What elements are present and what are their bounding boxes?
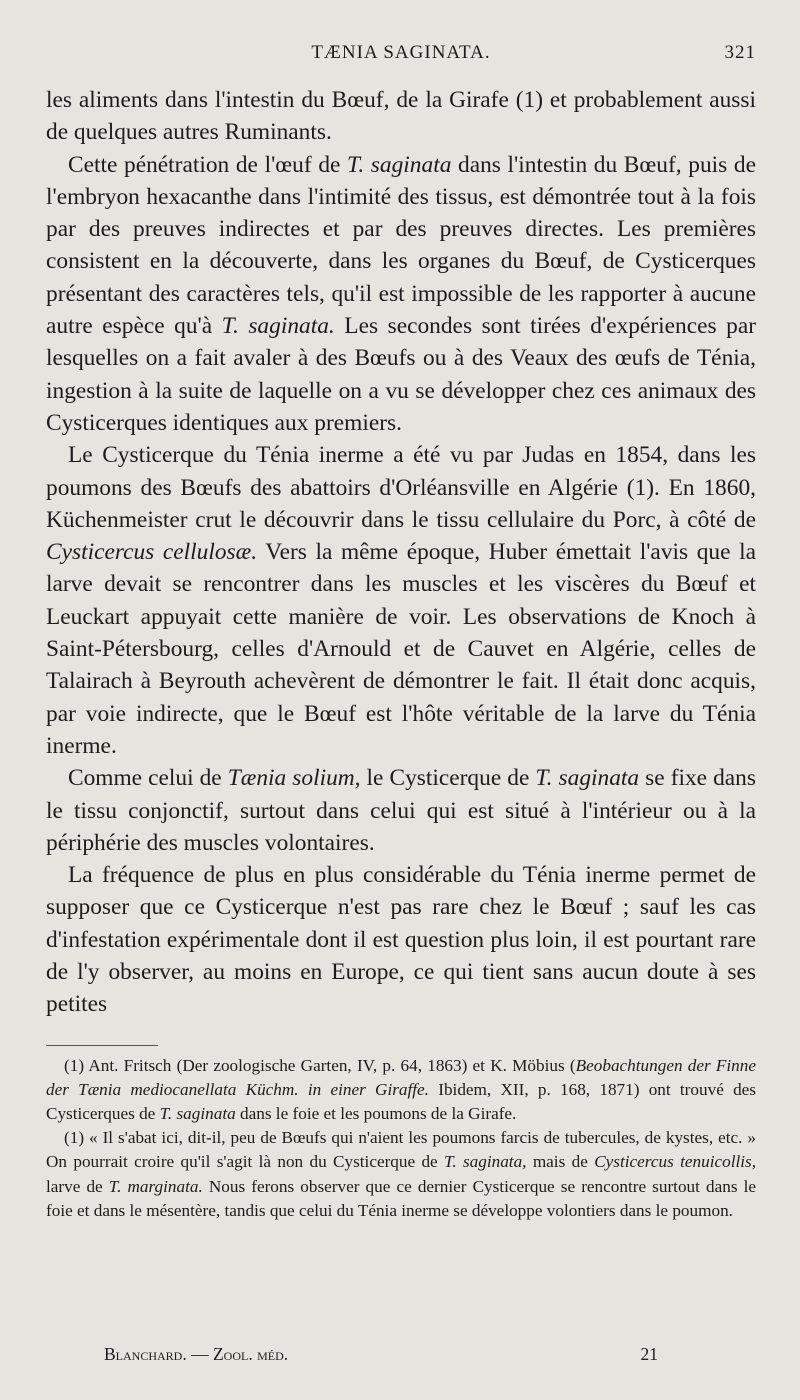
printer-signature: Blanchard. — Zool. méd. (104, 1344, 289, 1364)
species-name: T. saginata (347, 151, 452, 178)
text-run: larve de (46, 1176, 109, 1196)
text-run: Comme celui de (68, 765, 228, 792)
species-name: T. saginata. (221, 313, 335, 340)
running-head (46, 42, 756, 74)
species-name: T. saginata (535, 765, 640, 792)
footnotes (46, 1054, 756, 1223)
text-run: (1) « Il s'abat ici, dit-il, peu de Bœufs qui n'aient les poumons farcis de tubercules, de kystes, etc. » On pourrait croire qu'il s'agit là non du Cysticerque de (46, 1128, 756, 1172)
species-name: Cysticercus tenuicollis, (594, 1152, 756, 1172)
species-name: Cysticercus cellulosæ. (46, 539, 258, 566)
species-name: Tænia solium, (227, 765, 361, 792)
footnote-2 (46, 1126, 756, 1223)
text-run: mais de (526, 1152, 595, 1172)
text-run: Nous ferons observer que ce dernier Cysticerque se rencontre surtout dans le foie et dans le mésentère, tandis que celui du Ténia inerme se développe volontiers dans le poumon. (46, 1176, 757, 1220)
footnote-1 (46, 1054, 756, 1127)
paragraph-continued: les aliments dans l'intestin du Bœuf, de la Girafe (1) et probablement aussi de quelques autres Ruminants. (46, 87, 756, 146)
species-name: T. marginata. (108, 1176, 203, 1196)
text-run: (1) Ant. Fritsch (Der zoologische Garten, IV, p. 64, 1863) et K. Möbius ( (64, 1055, 576, 1075)
text-run: Les secondes sont tirées d'expériences par lesquelles on a fait avaler à des Bœufs ou à des Veaux des œufs de Ténia, ingestion à la suite de laquelle on a vu se développer chez ces animaux des Cysticerques identiques aux premiers. (46, 313, 756, 436)
running-title: TÆNIA SAGINATA. (311, 42, 491, 63)
text-run: se fixe dans le tissu conjonctif, surtout dans celui qui est situé à l'intérieur ou à la périphérie des muscles volontaires. (46, 765, 756, 856)
citation-title: Beobachtungen der Finne der Tænia mediocanellata Küchm. in einer Giraffe. (46, 1055, 756, 1099)
text-run: Cette pénétration de l'œuf de (68, 151, 348, 178)
sheet-number: 21 (640, 1344, 658, 1364)
footnote-divider (46, 1045, 158, 1046)
paragraph-frequency: La fréquence de plus en plus considérable du Ténia inerme permet de supposer que ce Cysticerque n'est pas rare chez le Bœuf ; sauf les cas d'infestation expérimentale dont il est question plus loin, il est pourtant rare de l'y observer, au moins en Europe, ce qui tient sans aucun doute à ses petites (46, 862, 756, 1018)
text-run: dans le foie et les poumons de la Girafe. (235, 1104, 517, 1124)
text-run: Ibidem, XII, p. 168, 1871) ont trouvé des Cysticerques de (46, 1079, 756, 1124)
species-name: T. saginata (159, 1104, 236, 1124)
species-name: T. saginata, (444, 1152, 527, 1172)
text-run: Vers la même époque, Huber émettait l'avis que la larve devait se rencontrer dans les muscles et les viscères du Bœuf et Leuckart appuyait cette manière de voir. Les observations de Knoch à Saint-Pétersbourg, celles d'Arnould et de Cauvet en Algérie, celles de Talairach à Beyrouth achevèrent de démontrer le fait. Il était donc acquis, par voie indirecte, que le Bœuf est l'hôte véritable de la larve du Ténia inerme. (46, 539, 756, 759)
text-run: dans l'intestin du Bœuf, puis de l'embryon hexacanthe dans l'intimité des tissus, est démontrée tout à la fois par des preuves indirectes et par des preuves directes. Les premières consistent en la découverte, dans les organes du Bœuf, de Cysticerques présentant des caractères tels, qu'il est impossible de les rapporter à aucune autre espèce qu'à (46, 151, 756, 340)
text-run: le Cysticerque de (360, 765, 536, 792)
paragraph-location (46, 762, 756, 859)
page-number: 321 (724, 42, 756, 63)
paragraph-history (46, 439, 756, 762)
paragraph-penetration (46, 149, 756, 440)
body-text (46, 84, 756, 1021)
text-run: Le Cysticerque du Ténia inerme a été vu par Judas en 1854, dans les poumons des Bœufs des abattoirs d'Orléansville en Algérie (1). En 1860, Küchenmeister crut le découvrir dans le tissu cellulaire du Porc, à côté de (46, 442, 756, 533)
